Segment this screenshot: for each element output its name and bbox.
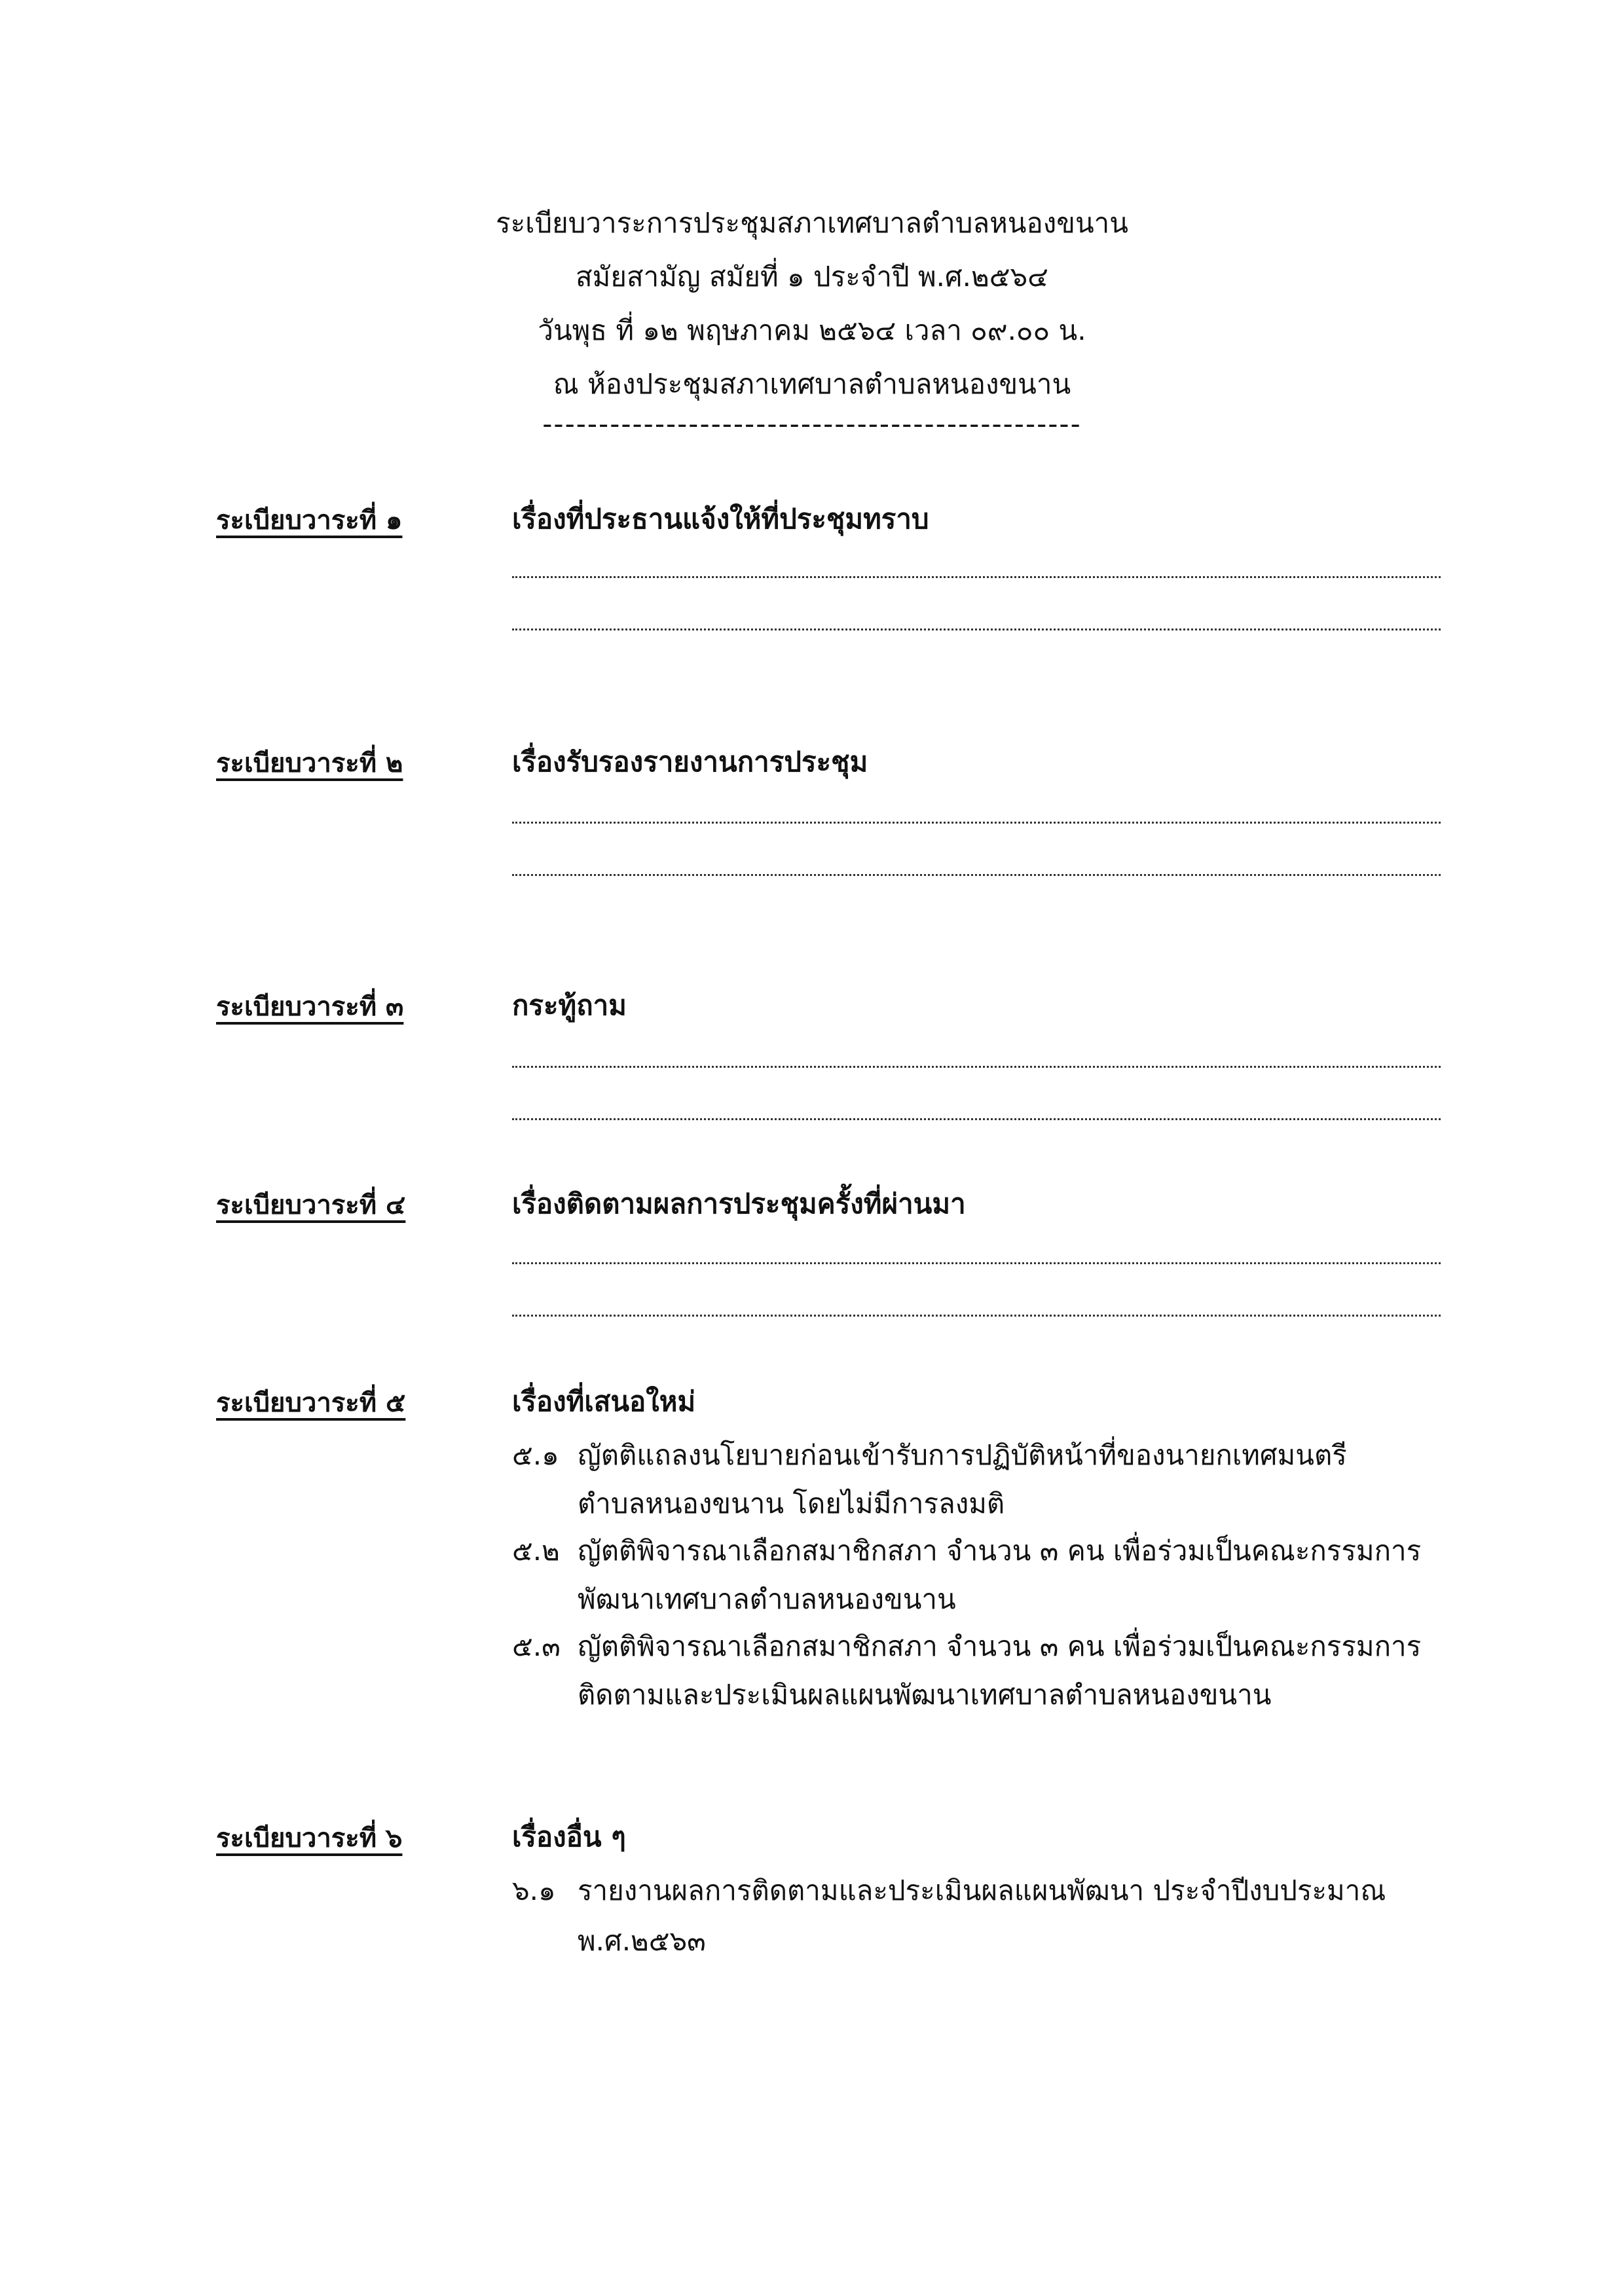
subitem-text: ญัตติแถลงนโยบายก่อนเข้ารับการปฏิบัติหน้าที่ของนายกเทศมนตรี bbox=[578, 1439, 1347, 1471]
agenda-title-4: เรื่องติดตามผลการประชุมครั้งที่ผ่านมา bbox=[512, 1188, 966, 1220]
subitem-text: ญัตติพิจารณาเลือกสมาชิกสภา จำนวน ๓ คน เพื่อร่วมเป็นคณะกรรมการ bbox=[578, 1630, 1422, 1662]
subitem-number: ๕.๑ bbox=[512, 1439, 559, 1471]
agenda-label-1: ระเบียบวาระที่ ๑ bbox=[216, 505, 403, 536]
agenda-title-3: กระทู้ถาม bbox=[512, 989, 627, 1021]
agenda-title-1: เรื่องที่ประธานแจ้งให้ที่ประชุมทราบ bbox=[512, 503, 929, 535]
agenda-label-4: ระเบียบวาระที่ ๔ bbox=[216, 1190, 406, 1220]
blank-line bbox=[512, 1262, 1441, 1264]
subitem-number: ๕.๒ bbox=[512, 1535, 560, 1567]
agenda-title-5: เรื่องที่เสนอใหม่ bbox=[512, 1385, 696, 1417]
blank-line bbox=[512, 629, 1441, 630]
header-divider: ------------------------------------------------ bbox=[542, 408, 1082, 440]
subitem-text-continued: พ.ศ.๒๕๖๓ bbox=[578, 1925, 706, 1957]
blank-line bbox=[512, 822, 1441, 824]
subitem-text-continued: ตำบลหนองขนาน โดยไม่มีการลงมติ bbox=[578, 1487, 1005, 1520]
subitem-text-continued: พัฒนาเทศบาลตำบลหนองขนาน bbox=[578, 1583, 956, 1615]
subitem-text: รายงานผลการติดตามและประเมินผลแผนพัฒนา ประจำปีงบประมาณ bbox=[578, 1874, 1386, 1906]
blank-line bbox=[512, 1066, 1441, 1068]
blank-line bbox=[512, 1315, 1441, 1317]
agenda-title-2: เรื่องรับรองรายงานการประชุม bbox=[512, 746, 868, 778]
agenda-label-6: ระเบียบวาระที่ ๖ bbox=[216, 1823, 403, 1853]
agenda-label-2: ระเบียบวาระที่ ๒ bbox=[216, 748, 403, 778]
header-title: ระเบียบวาระการประชุมสภาเทศบาลตำบลหนองขนาน bbox=[496, 207, 1128, 239]
header-session: สมัยสามัญ สมัยที่ ๑ ประจำปี พ.ศ.๒๕๖๔ bbox=[576, 261, 1048, 293]
document-header bbox=[0, 196, 1624, 440]
blank-line bbox=[512, 874, 1441, 876]
subitem-text-continued: ติดตามและประเมินผลแผนพัฒนาเทศบาลตำบลหนองขนาน bbox=[578, 1679, 1272, 1711]
subitem-number: ๕.๓ bbox=[512, 1630, 561, 1662]
blank-line bbox=[512, 1118, 1441, 1120]
subitem-number: ๖.๑ bbox=[512, 1874, 556, 1906]
header-location: ณ ห้องประชุมสภาเทศบาลตำบลหนองขนาน bbox=[553, 368, 1071, 400]
agenda-title-6: เรื่องอื่น ๆ bbox=[512, 1821, 626, 1853]
agenda-label-5: ระเบียบวาระที่ ๕ bbox=[216, 1388, 406, 1418]
blank-line bbox=[512, 576, 1441, 578]
header-date-time: วันพุธ ที่ ๑๒ พฤษภาคม ๒๕๖๔ เวลา ๐๙.๐๐ น. bbox=[538, 314, 1086, 346]
subitem-text: ญัตติพิจารณาเลือกสมาชิกสภา จำนวน ๓ คน เพื่อร่วมเป็นคณะกรรมการ bbox=[578, 1535, 1422, 1567]
agenda-label-3: ระเบียบวาระที่ ๓ bbox=[216, 992, 404, 1022]
